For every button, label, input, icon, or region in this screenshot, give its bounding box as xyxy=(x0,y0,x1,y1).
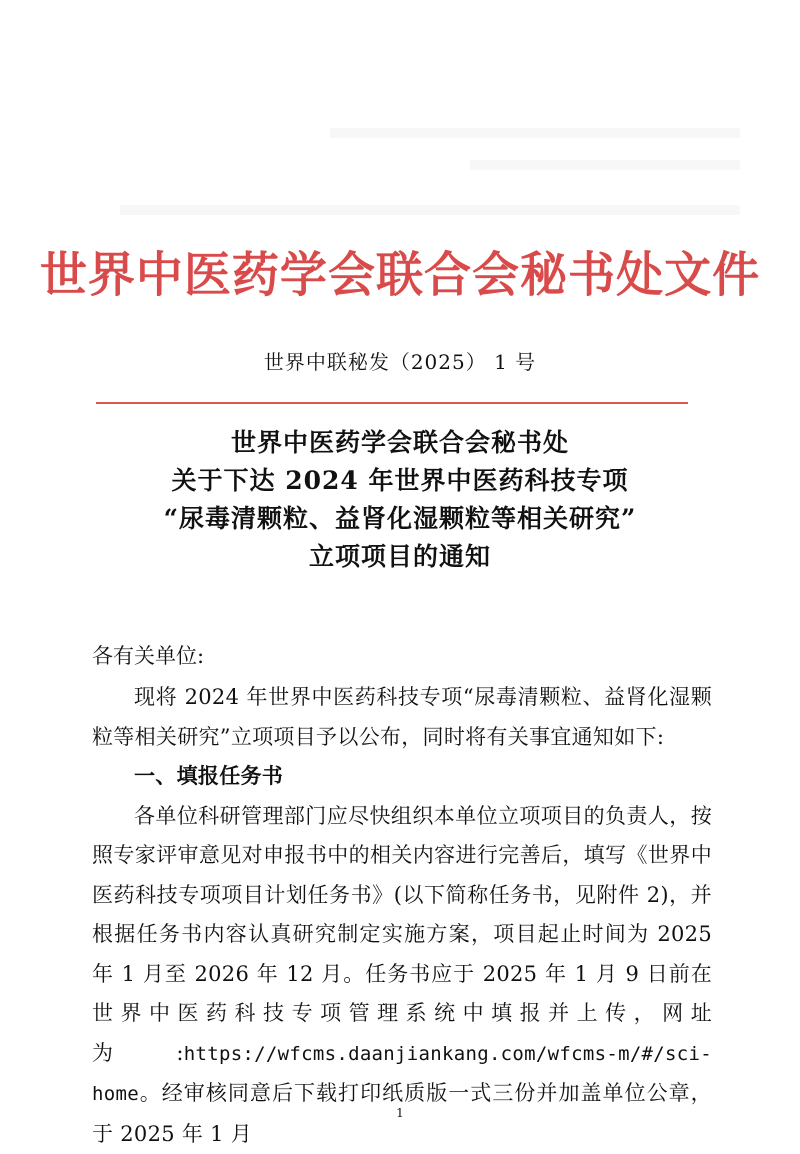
section-text: 各单位科研管理部门应尽快组织本单位立项项目的负责人，按照专家评审意见对申报书中的相关内容进行完善后，填写《世界中医药科技专项项目计划任务书》(以下简称任务书，见附件 2)，并根据任务书内容认真研究制定实施方案，项目起止时间为 2025 年 1 月至 2026 年 12 月。任务书应于 2025 年 1 月 9 日前在世界中医药科技专项管理系统中填报并上传，网址为: xyxy=(92,804,712,1065)
title-line: 关于下达 2024 年世界中医药科技专项 xyxy=(0,462,800,500)
salutation: 各有关单位: xyxy=(92,640,204,670)
title-line: 世界中医药学会联合会秘书处 xyxy=(0,424,800,462)
intro-paragraph: 现将 2024 年世界中医药科技专项“尿毒清颗粒、益肾化湿颗粒等相关研究”立项项目予以公布，同时将有关事宜通知如下: xyxy=(92,678,712,757)
section-text-continued: 。经审核同意后下载打印纸质版一式三份并加盖单位公章，于 2025 年 1 月 xyxy=(92,1081,712,1146)
system-url: https://wfcms.daanjiankang.com/wfcms-m/#/sci-home xyxy=(92,1043,712,1106)
bleed-through-mark xyxy=(330,128,740,138)
page-number: 1 xyxy=(0,1106,800,1120)
body-text xyxy=(92,678,712,1154)
section-heading: 一、填报任务书 xyxy=(92,757,712,797)
bleed-through-mark xyxy=(470,160,740,170)
title-line: 立项项目的通知 xyxy=(0,538,800,576)
notice-title xyxy=(0,424,800,576)
document-header: 世界中医药学会联合会秘书处文件 xyxy=(8,236,792,305)
section-paragraph xyxy=(92,797,712,1154)
title-line: “尿毒清颗粒、益肾化湿颗粒等相关研究” xyxy=(0,500,800,538)
document-number: 世界中联秘发（2025） 1 号 xyxy=(0,346,800,375)
bleed-through-mark xyxy=(120,205,740,215)
red-divider xyxy=(96,402,688,404)
